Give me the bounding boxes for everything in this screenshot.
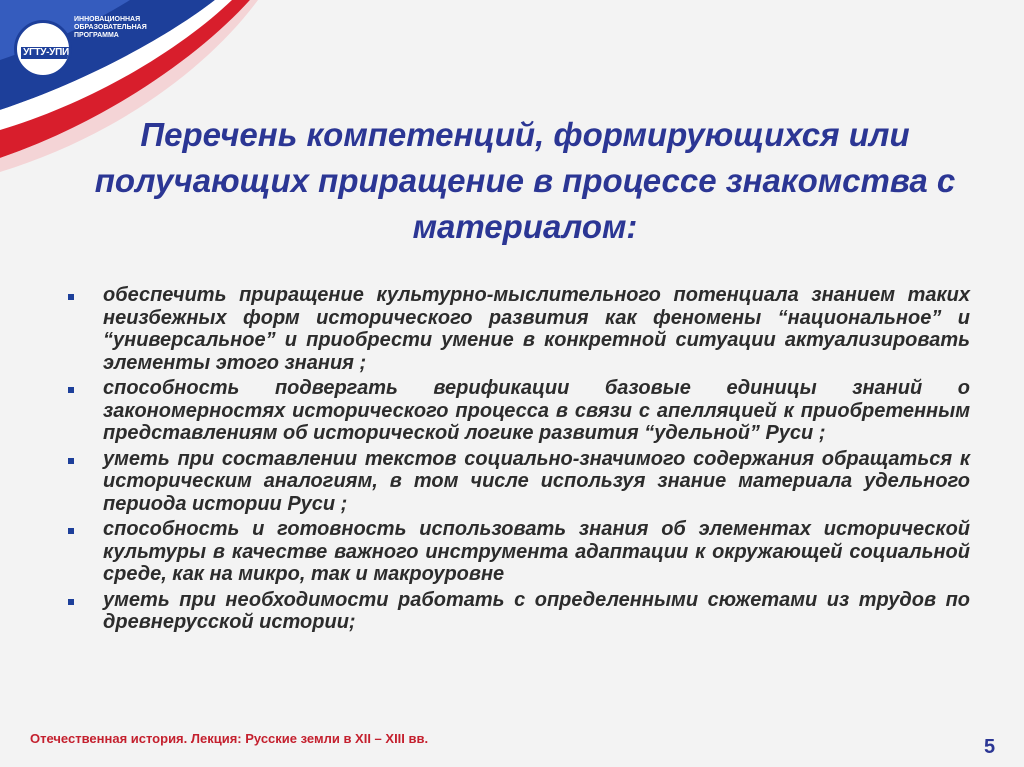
square-bullet-icon [68,458,74,464]
list-item [64,448,970,516]
logo [12,12,192,82]
list-item [64,518,970,586]
square-bullet-icon [68,387,74,393]
list-item [64,589,970,634]
logo-text: УГТУ-УПИ [21,47,71,59]
square-bullet-icon [68,294,74,300]
square-bullet-icon [68,599,74,605]
footer-caption: Отечественная история. Лекция: Русские земли в XII – XIII вв. [30,731,429,746]
list-item-text: уметь при составлении текстов социально-значимого содержания обращаться к историческим аналогиям, в том числе используя знание материала удельного периода истории Руси ; [103,447,970,515]
page-number: 5 [984,736,996,758]
program-label: ИННОВАЦИОННАЯ ОБРАЗОВАТЕЛЬНАЯ ПРОГРАММА [74,16,147,39]
list-item-text: способность и готовность использовать знания об элементах исторической культуры в качестве важного инструмента адаптации к окружающей социальной среде, как на микро, так и макроуровне [103,518,970,585]
slide-title: Перечень компетенций, формирующихся или получающих приращение в процессе знакомства с материалом: [94,116,956,245]
list-item-text: способность подвергать верификации базовые единицы знаний о закономерностях исторического процесса в связи с апелляцией к приобретенным представлениям об исторической логике развития “удельной” Руси ; [103,377,970,444]
list-item-text: уметь при необходимости работать с определенными сюжетами из трудов по древнерусской истории; [103,588,970,633]
list-item [64,284,970,374]
university-seal-icon [14,20,72,78]
list-item [64,377,970,445]
list-item-text: обеспечить приращение культурно-мыслительного потенциала знанием таких неизбежных форм исторического развития как феномены “национальное” и “универсальное” и приобрести умение в конкретной ситуации актуализировать элементы этого знания ; [103,284,970,374]
square-bullet-icon [68,528,74,534]
competency-list [64,284,970,637]
